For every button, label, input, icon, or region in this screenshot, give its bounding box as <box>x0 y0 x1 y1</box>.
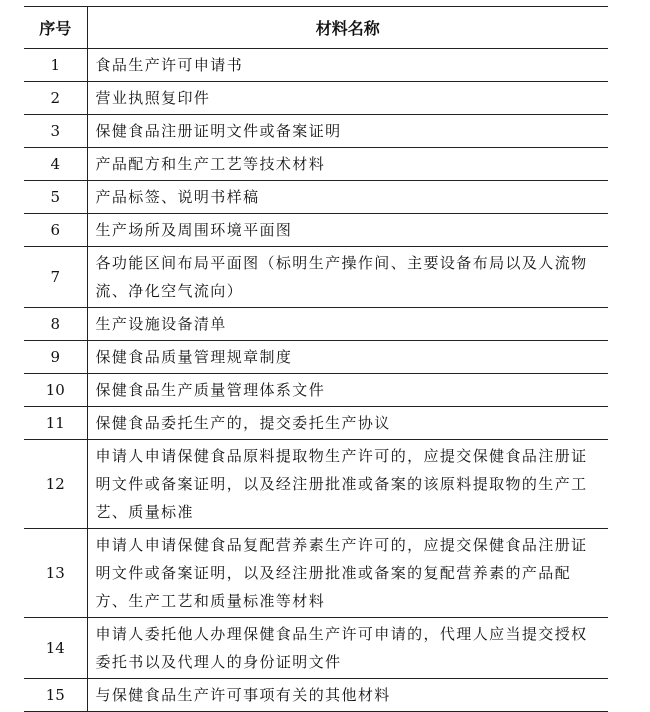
row-number: 9 <box>24 341 87 374</box>
row-number: 4 <box>24 148 87 181</box>
row-material-name: 营业执照复印件 <box>87 82 608 115</box>
row-number: 12 <box>24 440 87 529</box>
materials-table <box>24 6 608 712</box>
table-row <box>24 247 608 308</box>
row-material-name: 保健食品生产质量管理体系文件 <box>87 374 608 407</box>
row-number: 3 <box>24 115 87 148</box>
table-row <box>24 115 608 148</box>
row-material-name: 保健食品质量管理规章制度 <box>87 341 608 374</box>
table-row <box>24 529 608 618</box>
row-material-name: 食品生产许可申请书 <box>87 49 608 82</box>
row-material-name: 生产场所及周围环境平面图 <box>87 214 608 247</box>
table-row <box>24 374 608 407</box>
row-material-name: 申请人委托他人办理保健食品生产许可申请的，代理人应当提交授权委托书以及代理人的身份证明文件 <box>87 618 608 679</box>
table-header-row <box>24 7 608 49</box>
table-row <box>24 214 608 247</box>
row-material-name: 申请人申请保健食品原料提取物生产许可的，应提交保健食品注册证明文件或备案证明，以及经注册批准或备案的该原料提取物的生产工艺、质量标准 <box>87 440 608 529</box>
row-number: 11 <box>24 407 87 440</box>
row-material-name: 保健食品注册证明文件或备案证明 <box>87 115 608 148</box>
table-row <box>24 407 608 440</box>
table-row <box>24 341 608 374</box>
row-material-name: 申请人申请保健食品复配营养素生产许可的，应提交保健食品注册证明文件或备案证明，以及经注册批准或备案的复配营养素的产品配方、生产工艺和质量标准等材料 <box>87 529 608 618</box>
row-number: 2 <box>24 82 87 115</box>
row-material-name: 生产设施设备清单 <box>87 308 608 341</box>
table-row <box>24 82 608 115</box>
table-row <box>24 308 608 341</box>
row-number: 14 <box>24 618 87 679</box>
row-material-name: 与保健食品生产许可事项有关的其他材料 <box>87 679 608 712</box>
table-row <box>24 679 608 712</box>
table-row <box>24 440 608 529</box>
row-material-name: 各功能区间布局平面图（标明生产操作间、主要设备布局以及人流物流、净化空气流向） <box>87 247 608 308</box>
row-number: 7 <box>24 247 87 308</box>
row-material-name: 产品配方和生产工艺等技术材料 <box>87 148 608 181</box>
table-row <box>24 148 608 181</box>
row-number: 5 <box>24 181 87 214</box>
row-number: 13 <box>24 529 87 618</box>
table-row <box>24 618 608 679</box>
row-number: 1 <box>24 49 87 82</box>
table-row <box>24 181 608 214</box>
row-material-name: 保健食品委托生产的，提交委托生产协议 <box>87 407 608 440</box>
row-number: 10 <box>24 374 87 407</box>
header-serial-number: 序号 <box>24 7 87 49</box>
row-number: 6 <box>24 214 87 247</box>
row-number: 15 <box>24 679 87 712</box>
materials-table-container <box>24 6 608 712</box>
header-material-name: 材料名称 <box>87 7 608 49</box>
row-number: 8 <box>24 308 87 341</box>
table-row <box>24 49 608 82</box>
row-material-name: 产品标签、说明书样稿 <box>87 181 608 214</box>
